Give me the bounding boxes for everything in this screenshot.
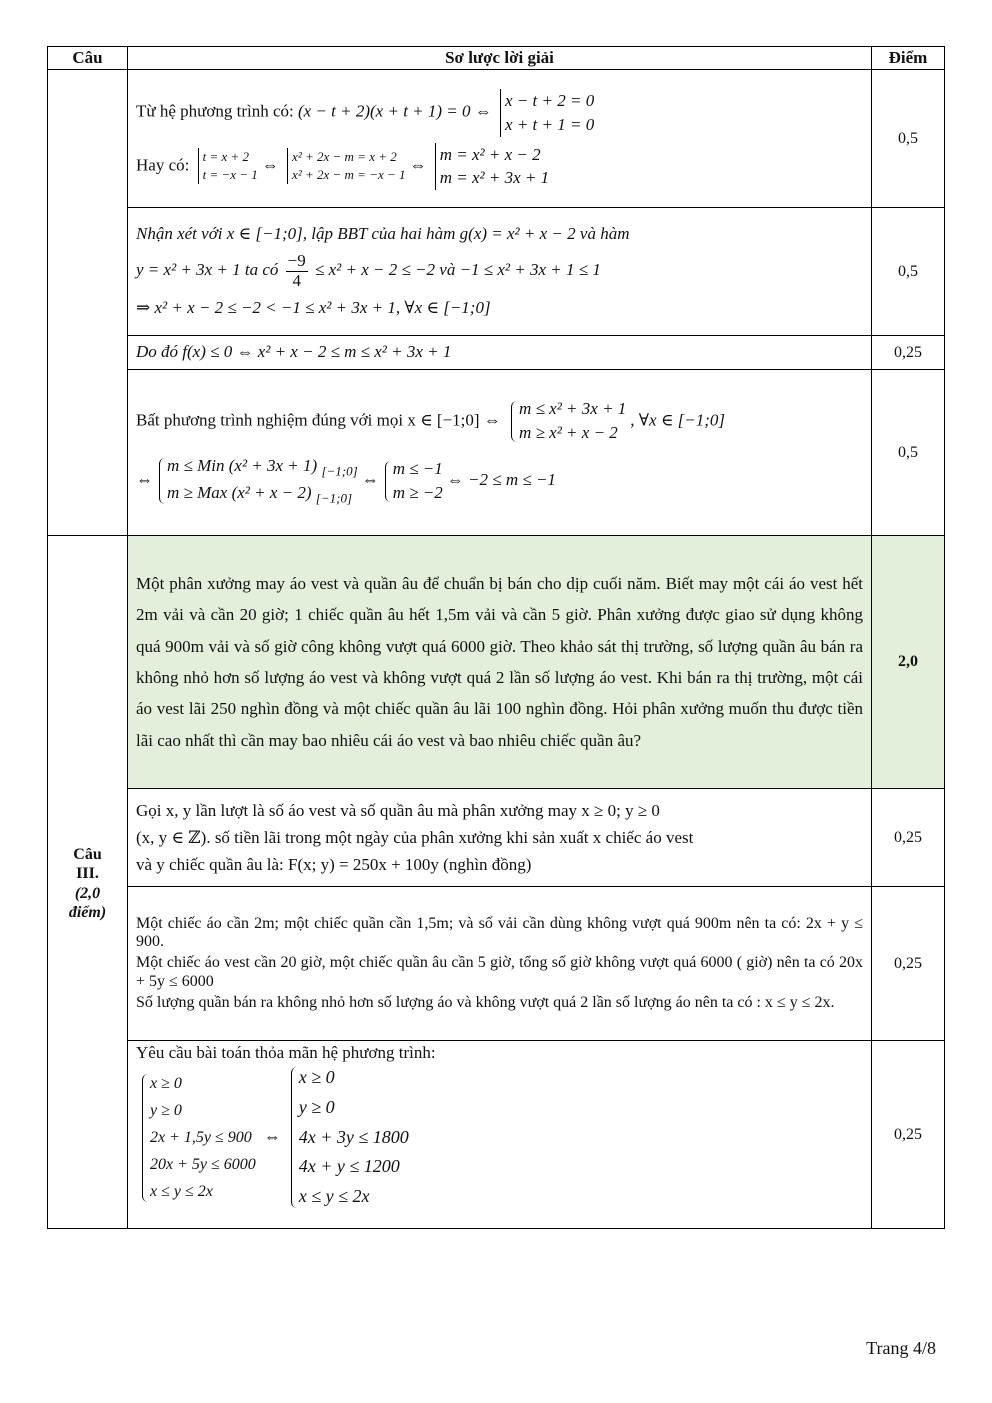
system-line: y ≥ 0 xyxy=(150,1101,182,1119)
score-cell: 0,25 xyxy=(872,336,945,370)
solution-step xyxy=(128,336,872,370)
table-header xyxy=(48,47,945,70)
step-line: ≤ x² + x − 2 ≤ −2 và −1 ≤ x² + 3x + 1 ≤ 1 xyxy=(315,260,601,280)
label-cau: Câu xyxy=(73,846,102,864)
step-tail: , ∀x ∈ [−1;0] xyxy=(630,410,726,430)
question-label xyxy=(48,536,128,1229)
step-line: Bất phương trình nghiệm đúng với mọi x ∈ [−1;0] ⇔ xyxy=(136,410,501,430)
score-cell: 2,0 xyxy=(872,536,945,789)
solution-table xyxy=(47,46,945,1229)
fraction-numerator: −9 xyxy=(287,251,306,271)
table-row xyxy=(48,370,945,536)
table-row xyxy=(48,887,945,1041)
system-line: m ≤ x² + 3x + 1 xyxy=(519,398,627,418)
system-line: m ≥ Max (x² + x − 2) xyxy=(167,483,312,503)
system-line: m = x² + 3x + 1 xyxy=(439,168,550,188)
system-line: m ≤ Min (x² + 3x + 1) xyxy=(167,455,318,475)
step-text: Hay có: xyxy=(136,155,190,175)
system-line: x² + 2x − m = x + 2 xyxy=(292,149,397,165)
score-cell: 0,5 xyxy=(872,70,945,208)
header-cau: Câu xyxy=(48,47,128,70)
system-line: x ≥ 0 xyxy=(150,1074,182,1092)
solution-step xyxy=(128,1041,872,1229)
system-line: m ≥ x² + x − 2 xyxy=(519,423,618,443)
score-cell: 0,5 xyxy=(872,370,945,536)
brace-system xyxy=(140,1070,256,1206)
question-row xyxy=(48,536,945,789)
step-line: ⇒ x² + x − 2 ≤ −2 < −1 ≤ x² + 3x + 1, ∀x ∈ [−1;0] xyxy=(136,297,491,317)
bracket-system xyxy=(198,148,258,184)
brace-system xyxy=(289,1063,409,1211)
fraction-denominator: 4 xyxy=(292,271,301,290)
step-tail: ⇔ −2 ≤ m ≤ −1 xyxy=(446,470,556,490)
table-row xyxy=(48,70,945,208)
fraction xyxy=(286,252,308,290)
system-line: y ≥ 0 xyxy=(298,1097,335,1118)
step-line: Yêu cầu bài toán thỏa mãn hệ phương trình: xyxy=(136,1043,436,1062)
header-solution: Sơ lược lời giải xyxy=(128,47,872,70)
label-points-unit: điểm) xyxy=(68,903,107,921)
system-line: x − t + 2 = 0 xyxy=(505,90,595,110)
system-sub: [−1;0] xyxy=(321,463,358,479)
equation: (x − t + 2)(x + t + 1) = 0 ⇔ xyxy=(297,101,492,121)
step-line: Gọi x, y lần lượt là số áo vest và số quần âu mà phân xưởng may x ≥ 0; y ≥ 0 xyxy=(136,800,660,820)
score-cell: 0,25 xyxy=(872,1041,945,1229)
solution-step xyxy=(128,887,872,1041)
brace-system xyxy=(157,454,358,508)
system-line: x ≥ 0 xyxy=(298,1067,335,1088)
step-line: (x, y ∈ ℤ). số tiền lãi trong một ngày của phân xưởng khi sản xuất x chiếc áo vest xyxy=(136,827,694,847)
system-sub: [−1;0] xyxy=(315,490,353,506)
table-row xyxy=(48,1041,945,1229)
score-cell: 0,25 xyxy=(872,887,945,1041)
score-cell: 0,25 xyxy=(872,789,945,887)
label-points: (2,0 xyxy=(74,884,101,902)
table-row xyxy=(48,789,945,887)
system-line: t = −x − 1 xyxy=(202,167,258,183)
page-number: Trang 4/8 xyxy=(866,1338,936,1358)
step-line: Nhận xét với x ∈ [−1;0], lập BBT của hai hàm g(x) = x² + x − 2 và hàm xyxy=(136,224,630,244)
step-paragraph: Số lượng quần bán ra không nhỏ hơn số lượng áo và không vượt quá 2 lần số lượng áo nên ta có : x ≤ y ≤ 2x. xyxy=(136,994,835,1012)
system-line: x ≤ y ≤ 2x xyxy=(150,1183,213,1201)
equivalence-arrow: ⇔ xyxy=(263,1127,281,1147)
solution-step xyxy=(128,208,872,336)
table-row xyxy=(48,208,945,336)
system-line: x ≤ y ≤ 2x xyxy=(298,1186,370,1207)
system-line: m ≤ −1 xyxy=(392,458,443,478)
step-text: Từ hệ phương trình có: xyxy=(136,101,294,121)
system-line: x + t + 1 = 0 xyxy=(505,114,595,134)
system-line: 2x + 1,5y ≤ 900 xyxy=(150,1129,252,1147)
bracket-system xyxy=(435,143,549,191)
system-line: t = x + 2 xyxy=(202,149,250,165)
label-number: III. xyxy=(76,865,99,883)
system-line: 20x + 5y ≤ 6000 xyxy=(150,1156,256,1174)
system-line: m = x² + x − 2 xyxy=(439,144,541,164)
step-paragraph: Một chiếc áo vest cần 20 giờ, một chiếc quần âu cần 5 giờ, tổng số giờ không vượt quá 6000 ( giờ) nên ta có 20x + 5y ≤ 6000 xyxy=(136,954,863,990)
system-line: 4x + 3y ≤ 1800 xyxy=(298,1126,409,1147)
question-text: Một phân xưởng may áo vest và quần âu để chuẩn bị bán cho dịp cuối năm. Biết may một cái áo vest hết 2m vải và cần 20 giờ; 1 chiếc quần âu hết 1,5m vải và cần 5 giờ. Phân xưởng được giao sử dụng không quá 900m vải và số giờ công không vượt quá 6000 giờ. Theo khảo sát thị trường, số lượng quần âu bán ra không nhỏ hơn số lượng áo vest và không vượt quá 2 lần số lượng áo vest. Khi bán ra thị trường, một cái áo vest lãi 250 nghìn đồng và một chiếc quần âu lãi 100 nghìn đồng. Hỏi phân xưởng muốn thu được tiền lãi cao nhất thì cần may bao nhiêu cái áo vest và bao nhiêu chiếc quần âu? xyxy=(128,536,872,789)
question-label-empty xyxy=(48,70,128,536)
brace-system xyxy=(509,397,626,446)
brace-system xyxy=(383,457,443,506)
header-score: Điểm xyxy=(872,47,945,70)
system-line: m ≥ −2 xyxy=(392,483,443,503)
step-line: y = x² + 3x + 1 ta có xyxy=(136,260,279,280)
bracket-system xyxy=(500,89,594,137)
solution-step: Từ hệ phương trình có: (x − t + 2)(x + t + 1) = 0 ⇔ x − t + 2 = 0 x + t + 1 = 0 Hay có: t = x + 2 t = −x − 1 ⇔ x² + 2x − m = x + 2 x² + 2x − m = −x − 1 ⇔ m = x² + x − 2 m = x² + 3x + 1 xyxy=(128,70,872,208)
score-cell: 0,5 xyxy=(872,208,945,336)
step-line: Do đó f(x) ≤ 0 ⇔ x² + x − 2 ≤ m ≤ x² + 3x + 1 xyxy=(136,342,452,362)
bracket-system xyxy=(287,148,405,184)
system-line: 4x + y ≤ 1200 xyxy=(298,1156,400,1177)
table-row xyxy=(48,336,945,370)
system-line: x² + 2x − m = −x − 1 xyxy=(292,167,406,183)
step-paragraph: Một chiếc áo cần 2m; một chiếc quần cần 1,5m; và số vải cần dùng không vượt quá 900m nên ta có: 2x + y ≤ 900. xyxy=(136,914,863,950)
solution-step: Bất phương trình nghiệm đúng với mọi x ∈ [−1;0] ⇔ m ≤ x² + 3x + 1 m ≥ x² + x − 2 , ∀x ∈ [−1;0] ⇔ m ≤ Min (x² + 3x + 1) $_{[-1;0]}$ m ≥ Max (x² + x − 2) $_{[-1;0]}$ ⇔ m ≤ −1 m ≥ −2 ⇔ −2 ≤ m ≤ −1 xyxy=(128,370,872,536)
solution-step xyxy=(128,789,872,887)
step-line: và y chiếc quần âu là: F(x; y) = 250x + 100y (nghìn đồng) xyxy=(136,855,532,875)
